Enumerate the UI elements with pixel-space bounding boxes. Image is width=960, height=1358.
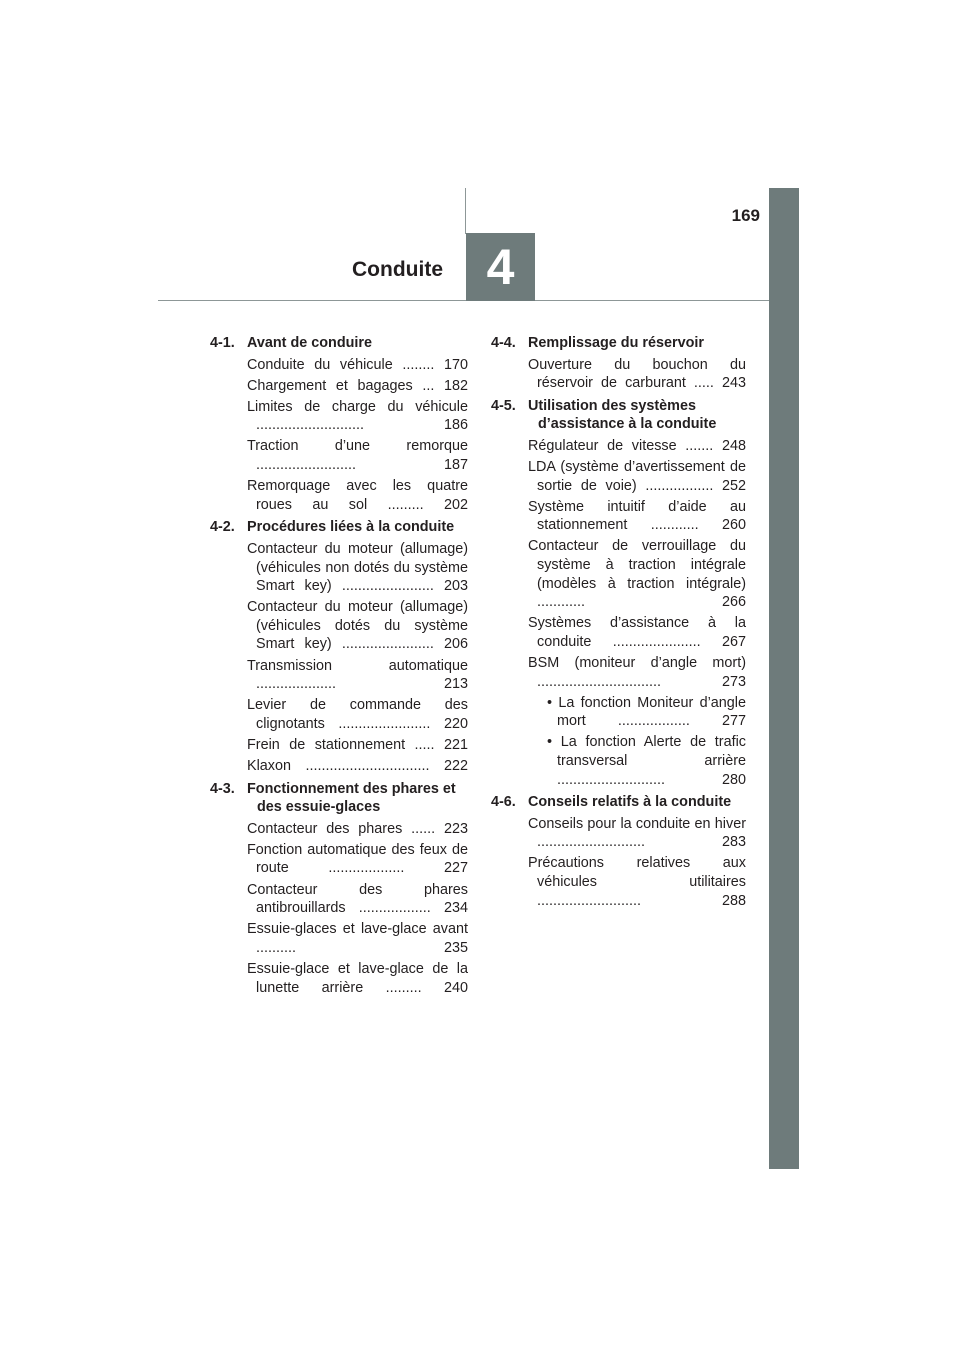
section-number: 4-5. xyxy=(491,397,516,414)
chapter-title: Conduite xyxy=(352,258,443,281)
toc-entry[interactable]: Conseils pour la conduite en hiver ........................... 283 xyxy=(528,815,746,851)
toc-column-right xyxy=(491,334,746,910)
toc-column-left xyxy=(210,334,468,997)
toc-entry[interactable]: Systèmes d’assistance à la conduite ...................... 267 xyxy=(528,615,746,650)
section-number: 4-1. xyxy=(210,335,235,351)
section-title: Remplissage du réservoir xyxy=(528,335,704,351)
toc-entry[interactable]: Limites de charge du véhicule ........................... 186 xyxy=(247,398,468,434)
section-number: 4-4. xyxy=(491,335,516,351)
section-title: Avant de conduire xyxy=(247,335,373,351)
toc-entry[interactable]: Contacteur du moteur (allumage) (véhicules non dotés du système Smart key) ....................... 203 xyxy=(247,540,468,595)
section-title: Utilisation des systèmes d’assistance à la conduite xyxy=(528,397,717,433)
toc-section xyxy=(210,334,468,353)
toc-entry[interactable]: Régulateur de vitesse ....... 248 xyxy=(528,437,746,454)
section-number: 4-3. xyxy=(210,780,235,797)
toc-entry[interactable]: Remorquage avec les quatre roues au sol ......... 202 xyxy=(247,478,468,513)
toc-section xyxy=(491,397,746,434)
chapter-side-tab xyxy=(769,188,799,1169)
toc-entry[interactable]: Conduite du véhicule ........ 170 xyxy=(247,356,468,373)
toc-entry[interactable]: LDA (système d’avertissement de sortie de voie) ................. 252 xyxy=(528,459,746,494)
toc-entry[interactable]: Chargement et bagages ... 182 xyxy=(247,377,468,394)
toc-section xyxy=(210,780,468,817)
section-title: Procédures liées à la conduite xyxy=(247,519,455,536)
toc-entry[interactable]: BSM (moniteur d’angle mort) ............................... 273 xyxy=(528,655,746,690)
toc-entry[interactable]: Klaxon ............................... 222 xyxy=(247,757,468,774)
toc-subentry[interactable]: • La fonction Alerte de trafic transversal arrière ........................... 280 xyxy=(547,734,746,788)
toc-entry[interactable]: Essuie-glaces et lave-glace avant .......... 235 xyxy=(247,921,468,956)
section-number: 4-6. xyxy=(491,794,516,811)
toc-subentry[interactable]: • La fonction Moniteur d’angle mort .................. 277 xyxy=(547,694,746,730)
section-title: Conseils relatifs à la conduite xyxy=(528,794,732,811)
toc-entry[interactable]: Contacteur de verrouillage du système à traction intégrale (modèles à traction intégrale) ............ 266 xyxy=(528,538,746,611)
toc-section xyxy=(210,518,468,537)
section-title: Fonctionnement des phares et des essuie-glaces xyxy=(247,780,456,816)
toc-entry[interactable]: Traction d’une remorque ......................... 187 xyxy=(247,438,468,474)
toc-entry[interactable]: Contacteur des phares ...... 223 xyxy=(247,820,468,837)
toc-entry[interactable]: Précautions relatives aux véhicules utilitaires .......................... 288 xyxy=(528,855,746,909)
page-number: 169 xyxy=(731,206,760,225)
toc-section xyxy=(491,334,746,353)
toc-entry[interactable]: Essuie-glace et lave-glace de la lunette arrière ......... 240 xyxy=(247,960,468,996)
toc-section xyxy=(491,793,746,812)
chapter-number-box: 4 xyxy=(466,233,535,301)
toc-entry[interactable]: Contacteur des phares antibrouillards .................. 234 xyxy=(247,881,468,917)
toc-entry[interactable]: Contacteur du moteur (allumage) (véhicules dotés du système Smart key) ....................... 206 xyxy=(247,599,468,653)
toc-entry[interactable]: Frein de stationnement ..... 221 xyxy=(247,736,468,753)
toc-entry[interactable]: Ouverture du bouchon du réservoir de carburant ..... 243 xyxy=(528,356,746,392)
section-number: 4-2. xyxy=(210,519,235,536)
toc-entry[interactable]: Système intuitif d’aide au stationnement ............ 260 xyxy=(528,498,746,534)
toc-entry[interactable]: Levier de commande des clignotants ....................... 220 xyxy=(247,697,468,732)
toc-entry[interactable]: Fonction automatique des feux de route ................... 227 xyxy=(247,841,468,877)
toc-entry[interactable]: Transmission automatique .................... 213 xyxy=(247,657,468,693)
header-horizontal-rule xyxy=(158,300,769,301)
header-vertical-rule xyxy=(465,188,466,234)
